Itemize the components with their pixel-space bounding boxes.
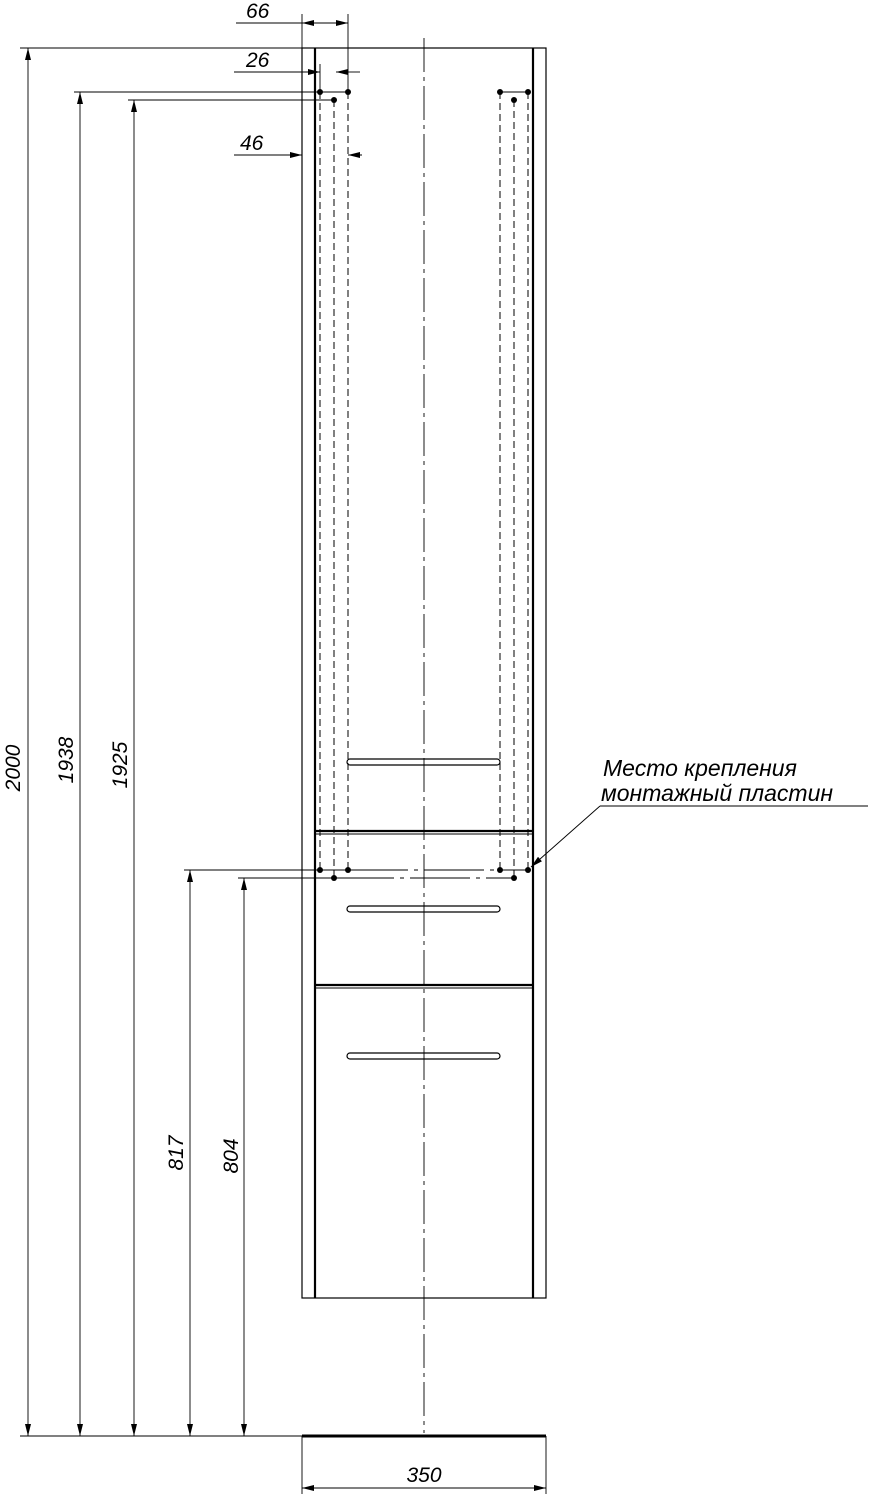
dim-1925	[109, 100, 334, 1436]
upper-door-handle	[347, 759, 500, 765]
dim-66-label: 66	[246, 0, 270, 23]
dim-26	[234, 49, 360, 92]
dim-2000-label: 2000	[2, 744, 25, 792]
dim-1938	[55, 92, 320, 1436]
mounting-plate-note	[531, 755, 868, 867]
dim-350-label: 350	[406, 1464, 442, 1487]
dim-46-label: 46	[240, 132, 264, 155]
dim-46	[234, 132, 362, 155]
dim-66	[236, 0, 348, 92]
dim-1938-label: 1938	[55, 736, 78, 784]
note-line-1: Место крепления	[603, 755, 797, 781]
dim-26-label: 26	[246, 49, 270, 72]
dim-2000	[2, 48, 302, 1436]
drawer-handle	[347, 906, 500, 912]
dim-804	[220, 878, 514, 1436]
dim-804-label: 804	[220, 1138, 243, 1174]
lower-door-handle	[347, 1053, 500, 1059]
dim-1925-label: 1925	[109, 741, 132, 789]
dim-817	[165, 870, 500, 1436]
note-line-2: монтажный пластин	[601, 780, 834, 806]
dim-350	[302, 1436, 546, 1494]
dim-817-label: 817	[165, 1135, 188, 1171]
